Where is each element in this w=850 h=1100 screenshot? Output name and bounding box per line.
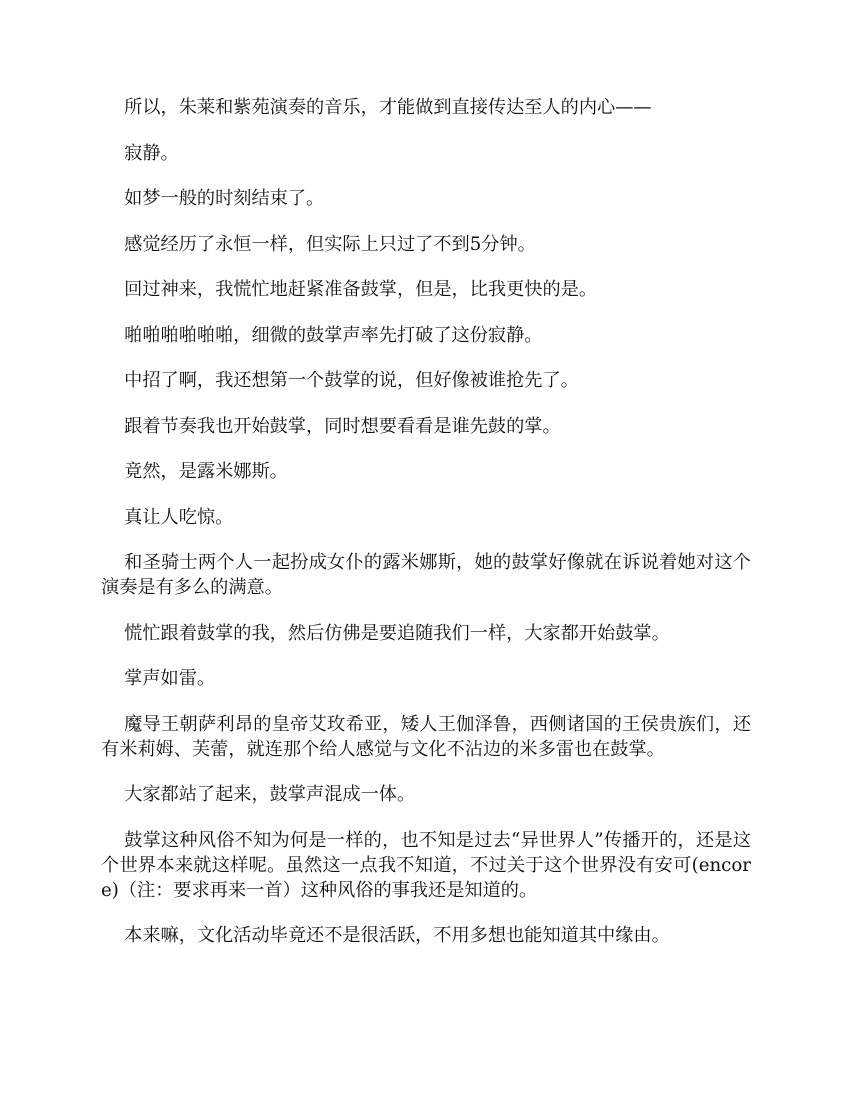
paragraph: 魔导王朝萨利昂的皇帝艾玫希亚，矮人王伽泽鲁，西侧诸国的王侯贵族们，还有米莉姆、芙蕾，就连那个给人感觉与文化不沾边的米多雷也在鼓掌。 [101, 713, 751, 760]
paragraph: 感觉经历了永恒一样，但实际上只过了不到5分钟。 [124, 233, 536, 255]
paragraph: 大家都站了起来，鼓掌声混成一体。 [124, 784, 416, 805]
document-body [101, 95, 751, 969]
paragraph: 啪啪啪啪啪啪，细微的鼓掌声率先打破了这份寂静。 [124, 324, 543, 346]
paragraph: 鼓掌这种风俗不知为何是一样的，也不知是过去“异世界人”传播开的，还是这个世界本来就这样呢。虽然这一点我不知道，不过关于这个世界没有安可(encore)（注：要求再来一首）这种风俗的事我还是知道的。 [101, 829, 751, 901]
paragraph: 慌忙跟着鼓掌的我，然后仿佛是要追随我们一样，大家都开始鼓掌。 [124, 622, 670, 644]
paragraph: 掌声如雷。 [124, 668, 216, 689]
paragraph: 如梦一般的时刻结束了。 [124, 188, 325, 209]
paragraph: 中招了啊，我还想第一个鼓掌的说，但好像被谁抢先了。 [124, 370, 579, 391]
paragraph: 跟着节奏我也开始鼓掌，同时想要看看是谁先鼓的掌。 [124, 415, 561, 437]
paragraph: 真让人吃惊。 [124, 506, 234, 528]
paragraph: 寂静。 [124, 142, 179, 164]
paragraph: 本来嘛，文化活动毕竟还不是很活跃，不用多想也能知道其中缘由。 [124, 925, 670, 946]
paragraph: 回过神来，我慌忙地赶紧准备鼓掌，但是，比我更快的是。 [124, 279, 598, 300]
paragraph: 所以，朱莱和紫苑演奏的音乐，才能做到直接传达至人的内心—— [124, 97, 652, 118]
paragraph: 竟然，是露米娜斯。 [124, 461, 288, 482]
paragraph: 和圣骑士两个人一起扮成女仆的露米娜斯，她的鼓掌好像就在诉说着她对这个演奏是有多么的满意。 [101, 552, 751, 598]
